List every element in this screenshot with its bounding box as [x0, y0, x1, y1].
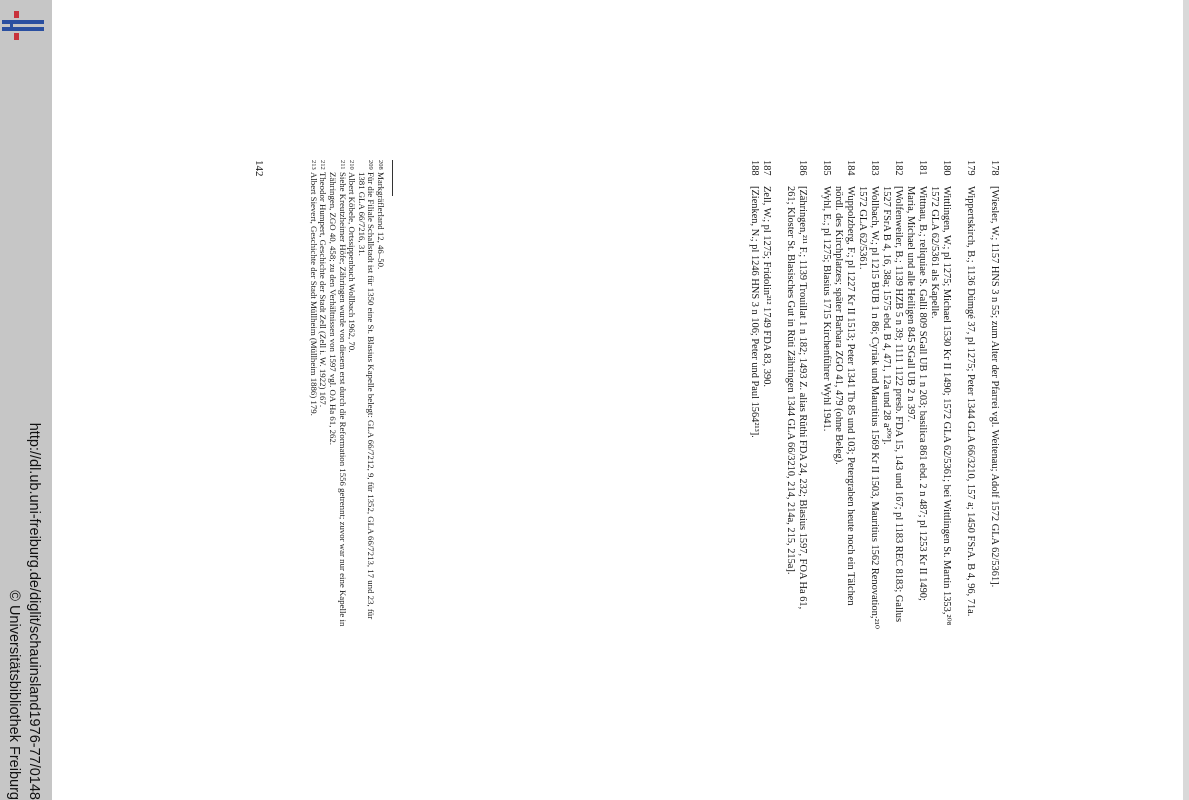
copyright-notice: © Universitätsbibliothek Freiburg — [6, 590, 22, 800]
scrollbar-track[interactable] — [1183, 0, 1189, 800]
footnote-item — [347, 160, 357, 630]
entry-text: [Zienken, N.; pl 1246 HNS 3 n 106; Peter und Paul 1564²¹³]. — [749, 186, 760, 438]
footnote-text: Siehe Kreutzheimer Höfe; Zähringen wurde von diesem erst durch die Reformation 1556 getrennt; zuvor war nur eine Kapelle in Zähringen, ZGO 40, 458; zu den Verhältnissen von 1597 vgl. OA Ha 61, 262. — [328, 172, 348, 627]
entry-text: Wittnau, B.; reliquiae S. Galli 809 SGall UB 1 n 203; basilica 861 ebd. 2 n 487; pl 1253 Kr II 1490; Maria, Michael und alle Heiligen 845 SGall UB 2 n 397. — [905, 186, 928, 601]
footnote-number: 208 — [377, 160, 384, 170]
entry-number: 185 — [821, 160, 832, 176]
footnote-text: Albert Köbele, Ortssippenbuch Wollbach 1962, 70. — [347, 172, 358, 353]
entry-number: 187 — [761, 160, 772, 176]
footnote-divider — [392, 160, 393, 196]
entry-number: 180 — [941, 160, 952, 176]
footnote-text: Theodor Humpert, Geschichte der Stadt Zell (Zell i. W. 1922) 167. — [318, 172, 329, 408]
source-url[interactable]: http://dl.ub.uni-freiburg.de/diglit/schauinsland1976-77/0148 — [26, 422, 42, 800]
footnote-number: 212 — [319, 160, 327, 170]
entry-number: 182 — [893, 160, 904, 176]
entry-text: Zell, W.; pl 1275; Fridolin²¹² 1749 FDA 83, 390. — [761, 186, 772, 388]
document-page — [240, 160, 1000, 720]
entry-number: 183 — [869, 160, 880, 176]
entry-text: Wippertskirch, B.; 1136 Dümgé 37, pl 1275; Peter 1344 GLA 66/3210, 157 a; 1450 FSrA. B 4, 96, 71a. — [965, 186, 976, 617]
page-number: 142 — [253, 160, 265, 177]
entry-number: 188 — [749, 160, 760, 176]
footnote-item — [308, 160, 318, 630]
entry-text: Wyhl, E.; pl 1275; Blasius 1715 Kirchenführer Wyhl 1941. — [821, 186, 832, 432]
entry-text: [Zähringen,²¹¹ F.; 1139 Trouillat 1 n 182; 1493 Z. alias Rüthi FDA 24, 232; Blasius 1597, FOA Ha 61, 261; Kloster St. Blasisches Gut in Rüti Zähringen 1344 GLA 66/3210, 214, 214a, 215, 215a]. — [785, 186, 808, 610]
footnote-text: Für die Filiale Schallstadt ist für 1350 eine St. Blasius Kapelle belegt: GLA 66/7212, 9, für 1352, GLA 66/7213, 17 und 23, für 1381 GLA 66/7216, 31. — [356, 172, 377, 620]
viewer-sidebar — [0, 0, 52, 800]
footnote-number: 211 — [338, 160, 346, 170]
footnote-item — [375, 160, 385, 630]
footnote-text: Markgräflerland 12, 46–50. — [376, 172, 386, 270]
entry-text: Wuppolzberg, F.; pl 1227 Kr II 1513; Peter 1341 Tb 85 und 103; Petergraben heute noch ein Tälchen nördl. des Kirchplatzes; später Barbara ZGO 41, 479 (ohne Beleg). — [833, 186, 856, 606]
entry-number: 184 — [845, 160, 856, 176]
entry-text: [Wiesler, W.; 1157 HNS 3 n 55; zum Alter der Pfarrei vgl. Weitenau; Adolf 1572 GLA 62/5361]. — [989, 186, 1000, 588]
entry-text: Wollbach, W.; pl 1215 BUB 1 n 86; Cyriak und Mauritius 1569 Kr II 1503, Mauritius 1562 Renovation;²¹⁰ 1572 GLA 62/5361. — [857, 186, 880, 630]
footnotes — [308, 160, 385, 630]
footnote-text: Albert Sievert, Geschichte der Stadt Müllheim (Müllheim 1886) 179. — [308, 172, 319, 416]
footnote-item — [327, 160, 346, 630]
footnote-item — [318, 160, 328, 630]
entry-number: 179 — [965, 160, 976, 176]
entry-number: 178 — [989, 160, 1000, 176]
footnote-number: 210 — [348, 160, 356, 170]
footnote-item — [356, 160, 375, 630]
entry-text: Wittlingen, W.; pl 1275; Michael 1530 Kr II 1490; 1572 GLA 62/5361; bei Wittlingen St. Martin 1353,²⁰⁸ 1572 GLA 62/5361 als Kapelle. — [929, 186, 952, 626]
entry-number: 186 — [797, 160, 808, 176]
entry-text: [Wolfenweiler, B.; 1139 HZB 5 n 39; 1111 1122 presb. FDA 15, 143 und 167; pl 1183 REC 8183; Gallus 1527 FSrA B 4, 16, 38a; 1575 ebd. B 4, 471, 12a und 28 a²⁰⁹]. — [881, 186, 904, 622]
entry-number: 181 — [917, 160, 928, 176]
footnote-number: 213 — [309, 160, 317, 170]
footnote-number: 209 — [367, 160, 375, 170]
